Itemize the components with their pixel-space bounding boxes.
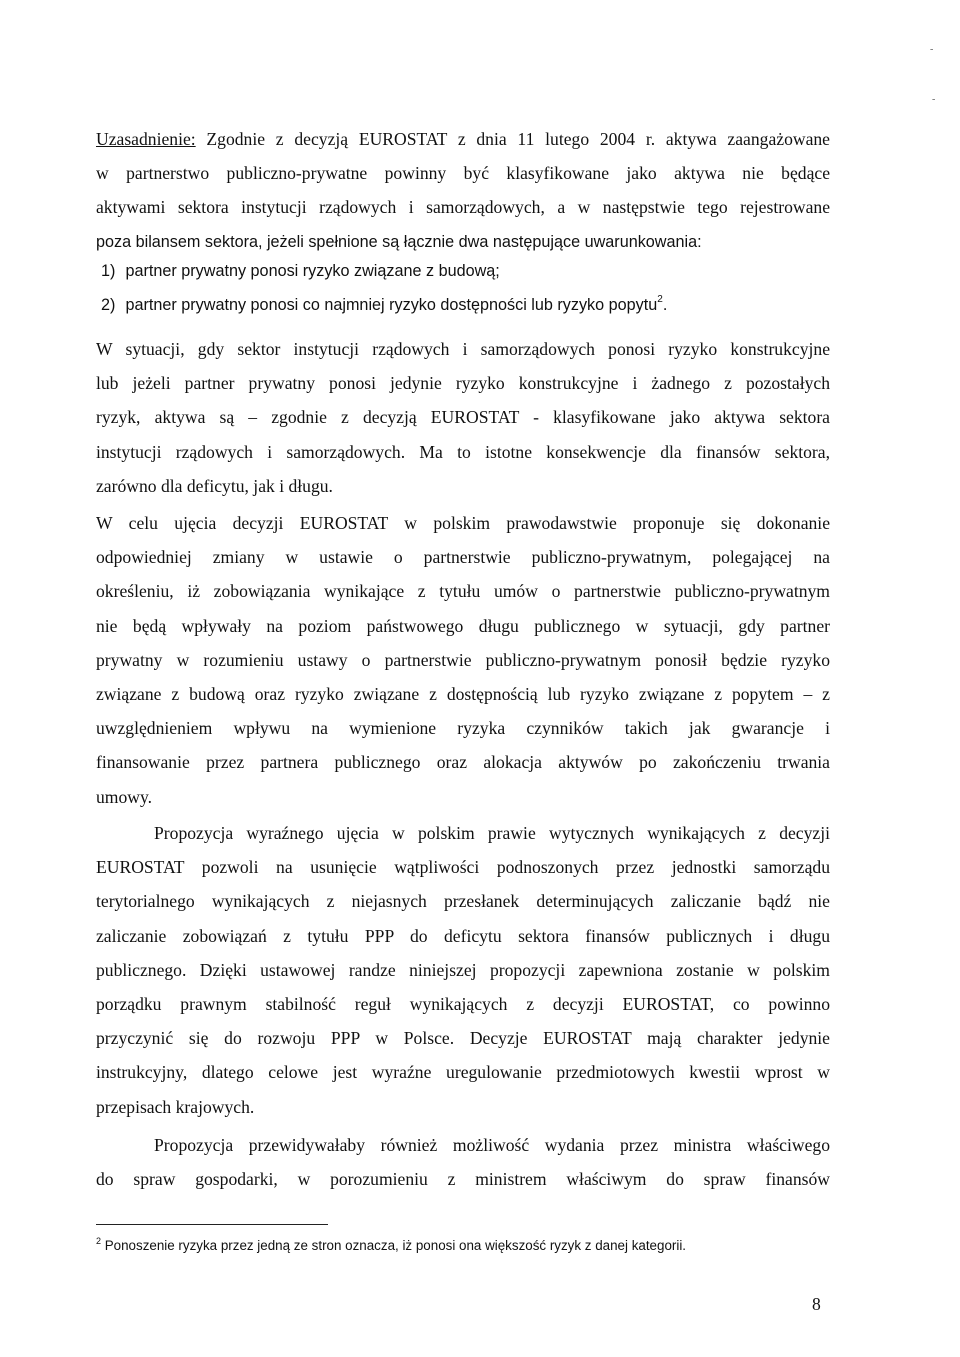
text-line: poza bilansem sektora, jeżeli spełnione są łącznie dwa następujące uwarunkowania: [96,232,702,251]
text-line: odpowiedniej zmiany w ustawie o partnerstwie publiczno-prywatnym, polegającej na [96,547,830,568]
text-line: finansowanie przez partnera publicznego oraz alokacja aktywów po zakończeniu trwania [96,752,830,773]
text-line: Propozycja wyraźnego ujęcia w polskim prawie wytycznych wynikających z decyzji [154,823,830,843]
text-line: lub jeżeli partner prywatny ponosi jedynie ryzyko konstrukcyjne i żadnego z pozostałych [96,373,830,394]
text-line: zarówno dla deficytu, jak i długu. [96,475,333,496]
text-line: instytucji rządowych i samorządowych. Ma to istotne konsekwencje dla finansów sektora, [96,441,830,462]
text-line: W sytuacji, gdy sektor instytucji rządowych i samorządowych ponosi ryzyko konstrukcyjne [96,339,830,359]
list-item [101,262,500,281]
page-number: 8 [812,1294,821,1314]
text-line: aktywami sektora instytucji rządowych i samorządowych, a w następstwie tego rejestrowane [96,197,830,218]
list-item: 2) partner prywatny ponosi co najmniej ryzyko dostępności lub ryzyko popytu$^2$. [101,294,668,314]
text-line: związane z budową oraz ryzyko związane z dostępnością lub ryzyko związane z popytem – z [96,684,830,705]
text-line: określeniu, iż zobowiązania wynikające z tytułu umów o partnerstwie publiczno-prywatnym [96,581,830,602]
footnote-separator [96,1224,328,1225]
list-text: partner prywatny ponosi co najmniej ryzyko dostępności lub ryzyko popytu [125,296,658,314]
text-line: nie będą wpływały na poziom państwowego długu publicznego w sytuacji, gdy partner [96,615,830,636]
footnote [96,1238,686,1253]
text-line: umowy. [96,786,153,807]
paragraph-justification [96,122,830,259]
footnote-number: 2 [96,1236,102,1246]
list-number: 1) [101,262,116,280]
text-line: Uzasadnienie: Zgodnie z decyzją EUROSTAT z dnia 11 lutego 2004 r. aktywa zaangażowane [96,129,830,149]
text-line: Propozycja przewidywałaby również możliwość wydania przez ministra właściwego [154,1135,830,1155]
text-line: W celu ujęcia decyzji EUROSTAT w polskim prawodawstwie proponuje się dokonanie [96,513,830,533]
text-line: przyczynić się do rozwoju PPP w Polsce. Decyzje EUROSTAT mają charakter jedynie [96,1028,830,1049]
paragraph-minister-competence [96,1128,830,1196]
footnote-reference: 2 [657,294,663,305]
text-line: zaliczanie zobowiązań z tytułu PPP do deficytu sektora finansów publicznych i długu [96,925,830,946]
paragraph-proposed-amendment [96,506,830,814]
text-line: instrukcyjny, dlatego celowe jest wyraźne uregulowanie przedmiotowych kwestii wprost w [96,1062,830,1083]
text-line: publicznego. Dzięki ustawowej randze niniejszej propozycji zapewniona zostanie w polskim [96,959,830,980]
text-line: porządku prawnym stabilność reguł wynikających z decyzji EUROSTAT, co powinno [96,994,830,1015]
list-number: 2) [101,296,116,314]
text-line: w partnerstwo publiczno-prywatne powinny być klasyfikowane jako aktywa nie będące [96,163,830,184]
text-line: prywatny w rozumieniu ustawy o partnerstwie publiczno-prywatnym ponosił będzie ryzyko [96,649,830,670]
footnote-text: Ponoszenie ryzyka przez jedną ze stron oznacza, iż ponosi ona większość ryzyk z danej kategorii. [101,1238,687,1253]
list-text: partner prywatny ponosi ryzyko związane z budową; [125,262,500,280]
text-line: EUROSTAT pozwoli na usunięcie wątpliwości podnoszonych przez jednostki samorządu [96,857,830,878]
scan-mark: - [930,44,934,55]
paragraph-eurostat-classification [96,332,830,503]
paragraph-legal-certainty [96,816,830,1124]
text-line: przepisach krajowych. [96,1096,255,1117]
scan-mark: - [932,94,936,105]
text-line: uwzględnieniem wpływu na wymienione ryzyka czynników takich jak gwarancje i [96,718,830,739]
text-line: ryzyk, aktywa są – zgodnie z decyzją EUROSTAT - klasyfikowane jako aktywa sektora [96,407,830,428]
text-line: terytorialnego wynikających z niejasnych przesłanek determinujących zaliczanie bądź nie [96,891,830,912]
text-line: do spraw gospodarki, w porozumieniu z ministrem właściwym do spraw finansów [96,1169,830,1190]
section-lead-label: Uzasadnienie: [96,129,196,149]
